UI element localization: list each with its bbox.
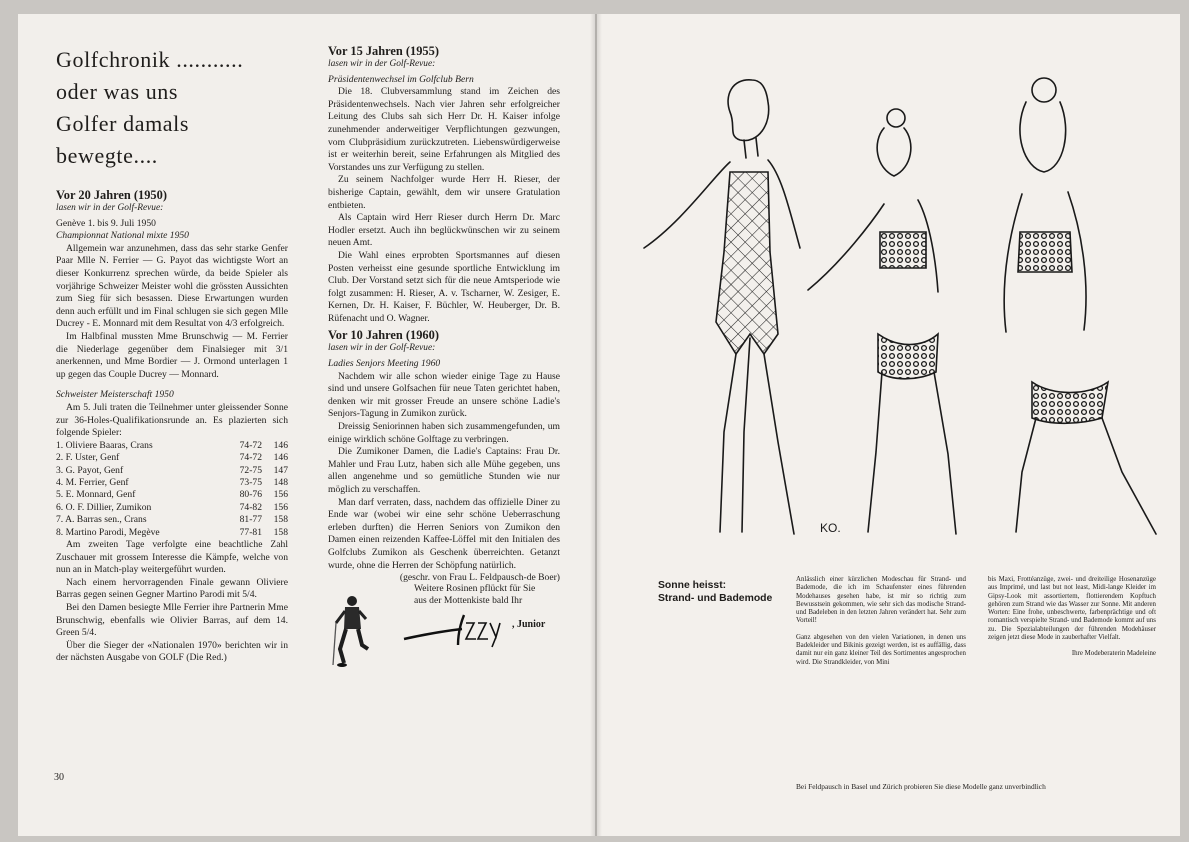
caption-line: Sonne heisst: bbox=[658, 580, 727, 591]
event-title: Championnat National mixte 1950 bbox=[56, 230, 189, 242]
teaser-line: Weitere Rosinen pflückt für Sie bbox=[414, 582, 536, 594]
handwritten-signature bbox=[402, 609, 512, 649]
event-title: Präsidentenwechsel im Golfclub Bern bbox=[328, 73, 474, 85]
headline-line: Golfer damals bbox=[56, 111, 190, 136]
section-source: lasen wir in der Golf-Revue: bbox=[328, 59, 436, 69]
paragraph: Die Zumikoner Damen, die Ladie's Captains: Frau Dr. Mahler und Frau Lutz, haben sich alle Mühe gegeben, uns allen angenehme und so gemütliche Stunden wie nur möglich zu verschaffen. bbox=[328, 446, 560, 495]
paragraph: Bei den Damen besiegte Mlle Ferrier ihre Partnerin Mme Brunschwig, ebenfalls wie Olivier Barras, auf dem 14. Green 5/4. bbox=[56, 601, 288, 639]
fashion-column-two bbox=[988, 576, 1156, 659]
teaser-text bbox=[414, 583, 535, 608]
results-table bbox=[56, 440, 288, 539]
event-title: Schweister Meisterschaft 1950 bbox=[56, 389, 174, 401]
headline-line: oder was uns bbox=[56, 79, 179, 104]
column-two bbox=[328, 44, 560, 671]
section-heading-1950: Vor 20 Jahren (1950) bbox=[56, 188, 167, 202]
paragraph: Die Wahl eines erprobten Sportsmannes auf diesen Posten verheisst eine gesunde sportliche Entwicklung im Club. Der Vorstand setzt sich für die neue Amtsperiode wie folgt zusammen: H. Rieser, A. v. Tscharner, W. Zesiger, E. Kernen, Dr. H. Kaiser, F. Büchler, W. Heuberger, Dr. B. Rüfenacht und O. Wagner. bbox=[328, 249, 560, 324]
table-row: 5. E. Monnard, Genf 80-76 156 bbox=[56, 489, 288, 501]
paragraph: Zu seinem Nachfolger wurde Herr H. Rieser, der bisherige Captain, gewählt, dem wir unsere Gratulation entbieten. bbox=[328, 174, 560, 211]
headline-line: Golfchronik ........... bbox=[56, 47, 244, 72]
caption-line: Strand- und Bademode bbox=[658, 593, 773, 604]
golfer-photo bbox=[328, 593, 374, 671]
table-row: 8. Martino Parodi, Megève 77-81 158 bbox=[56, 526, 288, 538]
paragraph: Nachdem wir alle schon wieder einige Tage zu Hause sind und unsere Golfsachen für neue Taten gerichtet haben, denken wir mit grosser Freude an unsere schöne Ladie's Senjors-Tagung in Zumikon zurück. bbox=[328, 370, 560, 420]
table-row: 7. A. Barras sen., Crans 81-77 158 bbox=[56, 514, 288, 526]
page-number: 30 bbox=[54, 772, 64, 783]
event-title: Ladies Senjors Meeting 1960 bbox=[328, 358, 441, 370]
paragraph: Nach einem hervorragenden Finale gewann Oliviere Barras gegen seinen Gegner Martino Parodi mit 5/4. bbox=[56, 576, 288, 601]
table-row: 4. M. Ferrier, Genf 73-75 148 bbox=[56, 476, 288, 488]
headline-line: bewegte.... bbox=[56, 143, 158, 168]
paragraph: bis Maxi, Frottéanzüge, zwei- und dreiteilige Hosenanzüge aus Imprimé, und last but not least, Midi-lange Kleider im Gipsy-Look mit assortiertem, flottierendem Kopftuch gehören zum Strand wie das Wasser zur Sonne. Mit anderen Worten: Eine frohe, unbeschwerte, farbenprächtige und oft romantisch verspielte Strand- und Bademode kommt auf uns zu. Die Spezialabteilungen der führenden Modehäuser zeigen jetzt diese Mode in zauberhafter Vielfalt. bbox=[988, 576, 1156, 642]
paragraph: Die 18. Clubversammlung stand im Zeichen des Präsidentenwechsels. Nach vier Jahren sehr erfolgreicher Leitung des Clubs sah sich Herr Dr. H. Kaiser infolge zunehmender anderweitiger Verpflichtungen gezwungen, vom Clubpräsidium zurückzutreten. Liebenswürdigerweise ist er weiterhin bereit, seine Erfahrungen als Mitglied des Vorstandes uns zur Verfügung zu stellen. bbox=[328, 86, 560, 173]
columnist-signoff: Ihre Modeberaterin Madeleine bbox=[1071, 650, 1156, 658]
table-row: 1. Oliviere Baaras, Crans 74-72 146 bbox=[56, 439, 288, 451]
page-gutter bbox=[590, 14, 602, 836]
paragraph: Am zweiten Tage verfolgte eine beachtliche Zahl Zuschauer mit grossem Interesse die Kämpfe, welche von nun an in Match-play weitergeführt wurden. bbox=[56, 538, 288, 576]
section-heading-1955: Vor 15 Jahren (1955) bbox=[328, 44, 439, 58]
headline bbox=[56, 44, 288, 172]
paragraph: Man darf verraten, dass, nachdem das offizielle Diner zu Ende war (wobei wir eine sehr schöne Ueberraschung erleben durften) die Herren Seniors von Zumikon den Damen einen reizenden Kaffee-Löffel mit den Initialen des Golfclubs Zumikon als Geschenk überreichten. Getanzt wurde, ohne die Herren der Schöpfung natürlich. bbox=[328, 496, 560, 571]
paragraph: Dreissig Seniorinnen haben sich zusammengefunden, um einige wirklich schöne Golftage zu verbringen. bbox=[328, 421, 560, 445]
signature-suffix: , Junior bbox=[512, 618, 546, 630]
paragraph: Im Halbfinal mussten Mme Brunschwig — M. Ferrier die Niederlage gegenüber dem Finalsieger mit 3/1 anerkennen, und Mme Bordier — J. Ormond unterlagen 1 up gegen das Couple Ducrey — Monnard. bbox=[56, 330, 288, 380]
paragraph: Allgemein war anzunehmen, dass das sehr starke Genfer Paar Mlle N. Ferrier — G. Payot das wichtigste Wort an dieser Konkurrenz sprechen würde, da beide Spieler als vorjährige Schweizer Meister wohl die grössten Aussichten zum Sieg für sich besassen. Diese Erwartungen wurden denn auch erfüllt und im Final schlugen sie sich gegen Mlle Ducrey - E. Monnard mit dem Resultat von 4/3 erfolgreich. bbox=[56, 242, 288, 330]
paragraph: Ganz abgesehen von den vielen Variationen, in denen uns Badekleider und Bikinis gezeigt werden, ist es auffällig, dass damit nur ein ganz kleiner Teil des Sortimentes angesprochen wird. Die Strandkleider, von Mini bbox=[796, 633, 966, 666]
paragraph: Anlässlich einer kürzlichen Modeschau für Strand- und Bademode, die ich im Schaufenster eines führenden Modehauses gesehen habe, ist mir so richtig zum Bewusstsein gekommen, wie sehr sich das modische Strand- und Badeleben in den letzten Jahren verändert hat. Sehr zum Vorteil! bbox=[796, 576, 966, 625]
paragraph: Am 5. Juli traten die Teilnehmer unter gleissender Sonne zur 36-Holes-Qualifikationsrunde an. Es plazierten sich folgende Spieler: bbox=[56, 401, 288, 439]
fashion-caption bbox=[658, 579, 772, 605]
paragraph: Über die Sieger der «Nationalen 1970» berichten wir in der nächsten Ausgabe von GOLF (Die Red.) bbox=[56, 639, 288, 664]
artist-signature: KO. bbox=[820, 521, 841, 535]
table-row: 2. F. Uster, Genf 74-72 146 bbox=[56, 452, 288, 464]
paragraph: Als Captain wird Herr Rieser durch Herrn Dr. Marc Hodler ersetzt. Auch ihn beglückwünschen wir zu seinem neuen Amt. bbox=[328, 212, 560, 249]
fashion-column-one bbox=[796, 576, 966, 667]
section-heading-1960: Vor 10 Jahren (1960) bbox=[328, 328, 439, 343]
dateline: Genève 1. bis 9. Juli 1950 bbox=[56, 217, 156, 229]
table-row: 6. O. F. Dillier, Zumikon 74-82 156 bbox=[56, 501, 288, 513]
table-row: 3. G. Payot, Genf 72-75 147 bbox=[56, 464, 288, 476]
section-source: lasen wir in der Golf-Revue: bbox=[328, 343, 436, 354]
column-one bbox=[56, 44, 288, 665]
section-source: lasen wir in der Golf-Revue: bbox=[56, 203, 164, 213]
byline: (geschr. von Frau L. Feldpausch-de Boer) bbox=[399, 572, 560, 584]
teaser-line: aus der Mottenkiste bald Ihr bbox=[414, 595, 523, 607]
footnote: Bei Feldpausch in Basel und Zürich probieren Sie diese Modelle ganz unverbindlich bbox=[796, 782, 1046, 791]
sign-off-block bbox=[328, 582, 560, 671]
swimwear-illustration bbox=[632, 72, 1172, 542]
